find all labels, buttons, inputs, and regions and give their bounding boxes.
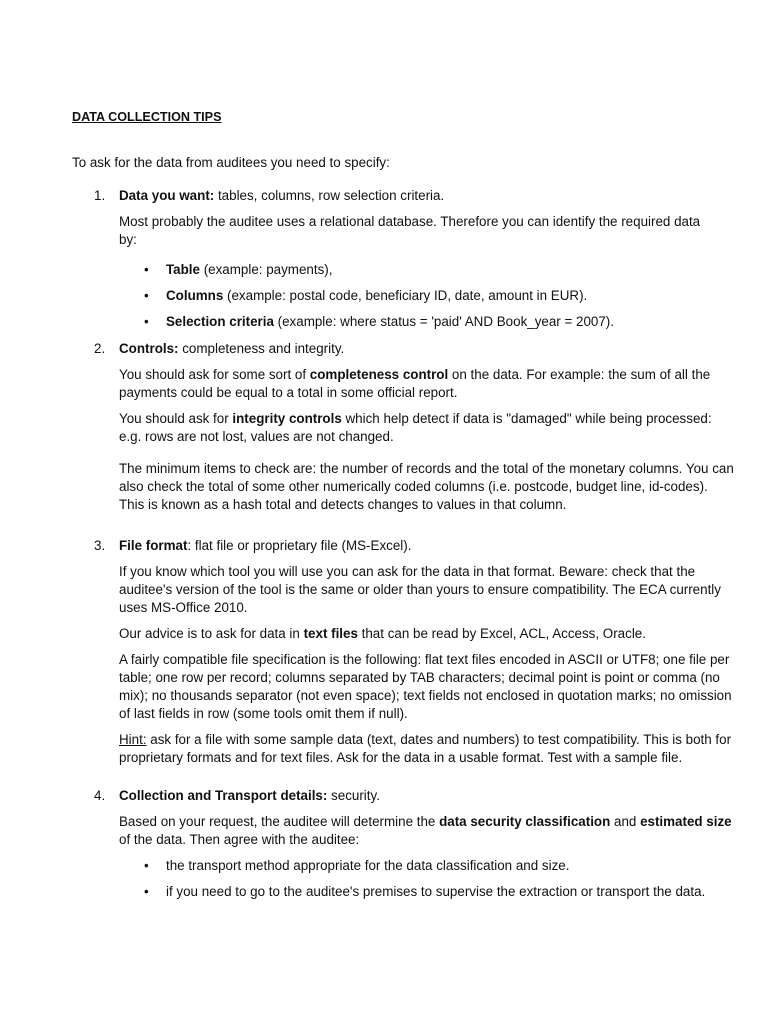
list-item: • the transport method appropriate for the data classification and size. [144,858,570,873]
item-heading: Collection and Transport details: security. [119,788,380,803]
bullet-list [119,261,734,331]
item-number: 2. [94,341,106,356]
bullet-icon: • [144,262,149,277]
bullet-icon: • [144,288,149,303]
bullet-icon: • [144,314,149,329]
item-number: 4. [94,788,106,803]
item-paragraph: If you know which tool you will use you can ask for the data in that format. Beware: check that the auditee's version of the tool is the same or older than yours to ensure compatibility. The ECA currently uses MS-Office 2010. [119,564,721,615]
list-item-1 [94,187,734,331]
hint-paragraph: Hint: ask for a file with some sample data (text, dates and numbers) to test compatibility. This is both for proprietary formats and for text files. Ask for the data in a usable format. Test with a sample file. [119,732,732,765]
bullet-list [119,857,734,901]
bullet-icon: • [144,858,149,873]
list-item: • Selection criteria (example: where status = 'paid' AND Book_year = 2007). [144,314,614,329]
item-number: 1. [94,188,106,203]
intro-text: To ask for the data from auditees you need to specify: [72,155,390,170]
item-heading: Data you want: tables, columns, row selection criteria. [119,188,445,203]
item-paragraph: Our advice is to ask for data in text files that can be read by Excel, ACL, Access, Oracle. [119,626,646,641]
hint-label: Hint: [119,732,147,747]
item-paragraph: You should ask for integrity controls which help detect if data is "damaged" while being processed: e.g. rows are not lost, values are not changed. [119,411,712,444]
item-paragraph: Most probably the auditee uses a relational database. Therefore you can identify the required data by: [119,214,701,247]
item-paragraph: You should ask for some sort of completeness control on the data. For example: the sum of all the payments could be equal to a total in some official report. [119,367,711,400]
list-item: • Columns (example: postal code, beneficiary ID, date, amount in EUR). [144,288,588,303]
item-paragraph: The minimum items to check are: the number of records and the total of the monetary columns. You can also check the total of some other numerically coded columns (i.e. postcode, budget line, id-codes). This is known as a hash total and detects changes to values in that column. [119,461,734,512]
item-paragraph: A fairly compatible file specification is the following: flat text files encoded in ASCII or UTF8; one file per table; one row per record; columns separated by TAB characters; decimal point is point or comma (no mix); no thousands separator (not even space); text fields not enclosed in quotation marks; no omission of last fields in row (some tools omit them if null). [119,652,732,721]
list-item-3 [94,537,734,767]
item-heading: Controls: completeness and integrity. [119,341,345,356]
item-paragraph: Based on your request, the auditee will determine the data security classification and estimated size of the data. Then agree with the auditee: [119,814,732,847]
bullet-icon: • [144,884,149,899]
list-item-2 [94,340,734,514]
item-heading: File format: flat file or proprietary file (MS-Excel). [119,538,412,553]
item-number: 3. [94,538,106,553]
list-item-4 [94,787,734,901]
document-title: DATA COLLECTION TIPS [72,110,222,124]
list-item: • if you need to go to the auditee's premises to supervise the extraction or transport the data. [144,884,706,899]
list-item: • Table (example: payments), [144,262,333,277]
